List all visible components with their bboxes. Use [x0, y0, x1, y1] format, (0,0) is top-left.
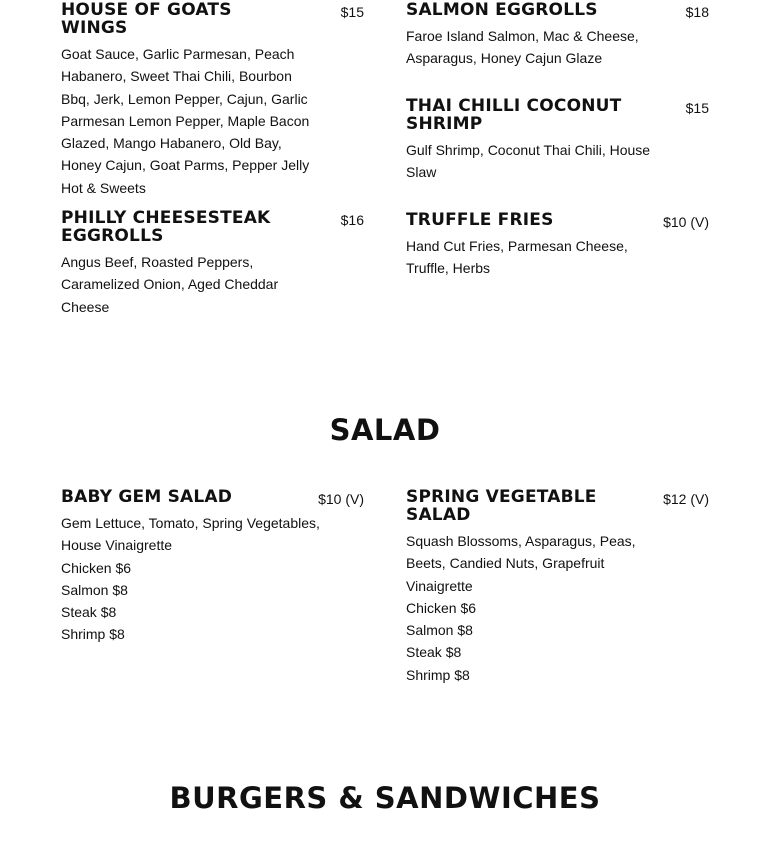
- item-name: PHILLY CHEESESTEAK EGGROLLS: [61, 208, 271, 246]
- item-description: Gulf Shrimp, Coconut Thai Chili, House Slaw: [406, 142, 651, 181]
- item-addon: Salmon $8: [61, 581, 128, 598]
- menu-item-truffle-fries: [406, 211, 709, 280]
- item-description: Hand Cut Fries, Parmesan Cheese, Truffle, Herbs: [406, 238, 628, 277]
- menu-item-baby-gem-salad: [61, 488, 364, 646]
- item-name: THAI CHILLI COCONUT SHRIMP: [406, 96, 622, 134]
- menu-item-thai-chilli-coconut-shrimp: [406, 97, 709, 184]
- menu-item-house-of-goats-wings: [61, 1, 364, 199]
- item-name: BABY GEM SALAD: [61, 487, 233, 507]
- menu-item-philly-cheesesteak-eggrolls: [61, 209, 364, 318]
- item-name: TRUFFLE FRIES: [406, 210, 554, 230]
- item-addon: Steak $8: [61, 604, 117, 621]
- item-price: $10 (V): [318, 491, 364, 507]
- item-addon: Shrimp $8: [61, 626, 125, 643]
- item-description: Faroe Island Salmon, Mac & Cheese, Asparagus, Honey Cajun Glaze: [406, 28, 639, 67]
- item-price: $18: [685, 4, 709, 20]
- menu-item-salmon-eggrolls: [406, 1, 709, 70]
- item-name: SALMON EGGROLLS: [406, 0, 598, 20]
- item-name: SPRING VEGETABLE SALAD: [406, 487, 597, 525]
- menu-item-spring-vegetable-salad: [406, 488, 709, 686]
- item-price: $16: [340, 212, 364, 228]
- item-addon: Chicken $6: [406, 599, 477, 616]
- item-addon: Chicken $6: [61, 559, 132, 576]
- item-addon: Steak $8: [406, 644, 462, 661]
- item-price: $10 (V): [663, 214, 709, 230]
- item-description: Squash Blossoms, Asparagus, Peas, Beets, Candied Nuts, Grapefruit Vinaigrette: [406, 533, 636, 594]
- section-title-salad: SALAD: [329, 413, 441, 447]
- item-price: $15: [340, 4, 364, 20]
- section-title-burgers-sandwiches: BURGERS & SANDWICHES: [169, 781, 601, 815]
- item-addon: Salmon $8: [406, 622, 473, 639]
- item-price: $15: [685, 100, 709, 116]
- item-description: Angus Beef, Roasted Peppers, Caramelized Onion, Aged Cheddar Cheese: [61, 254, 279, 315]
- item-name: HOUSE OF GOATS WINGS: [61, 0, 232, 38]
- item-price: $12 (V): [663, 491, 709, 507]
- item-description: Gem Lettuce, Tomato, Spring Vegetables, House Vinaigrette: [61, 515, 320, 554]
- item-addon: Shrimp $8: [406, 666, 470, 683]
- item-description: Goat Sauce, Garlic Parmesan, Peach Habanero, Sweet Thai Chili, Bourbon Bbq, Jerk, Lemon Pepper, Cajun, Garlic Parmesan Lemon Pepper, Maple Bacon Glazed, Mango Habanero, Old Bay, Honey Cajun, Goat Parms, Pepper Jelly Hot & Sweets: [61, 46, 310, 196]
